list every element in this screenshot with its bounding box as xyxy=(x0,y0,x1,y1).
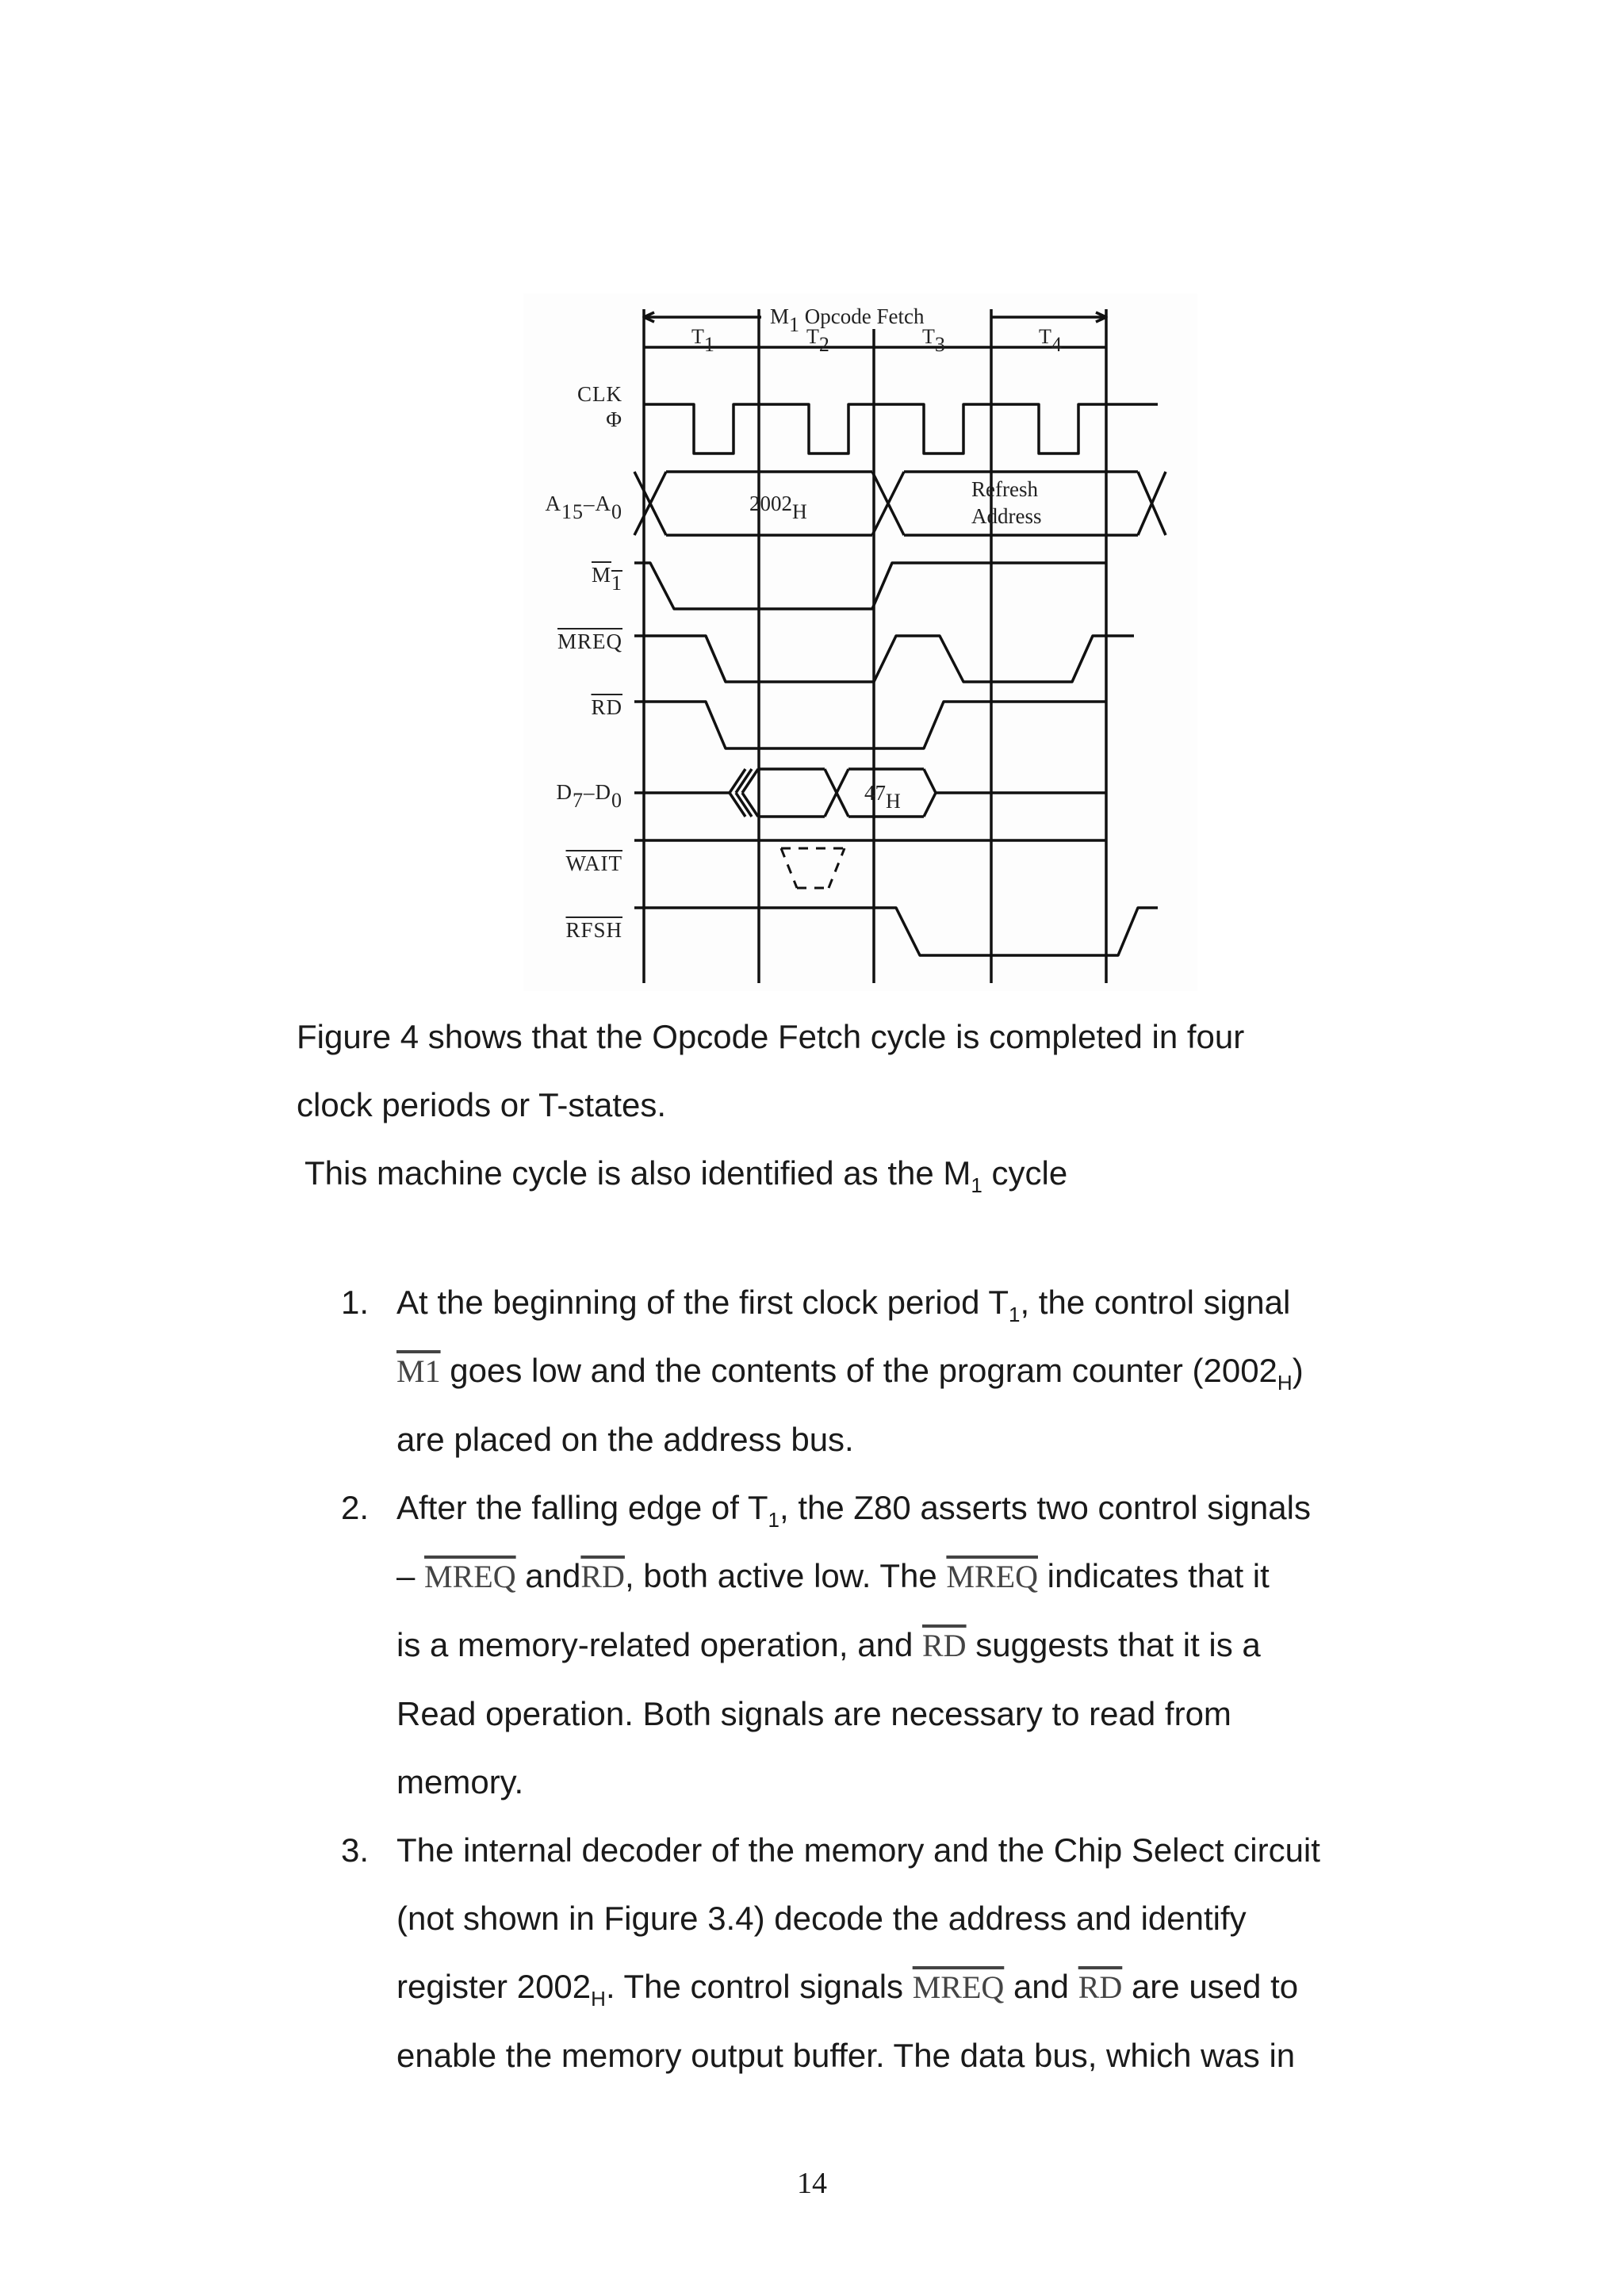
timing-diagram-lines xyxy=(523,293,1197,991)
intro-line-2: clock periods or T-states. xyxy=(297,1086,667,1123)
data-bus-label: $D_7-D_0$ xyxy=(556,780,622,812)
list-item: 3. The internal decoder of the memory and the Chip Select circuit (not shown in Figure 3.4) decode the address and identify register $2002_H$. The control signals MREQ and $\overline{RD}$ are used to enable the memory output buffer. The data bus, which was in xyxy=(341,1831,1320,2074)
machine-cycle-label: $M_1$ Opcode Fetch xyxy=(765,304,929,329)
m1-signal: M1 xyxy=(396,1353,441,1389)
mreq-signal: MREQ xyxy=(946,1559,1038,1594)
rd-signal: $\overline{RD}$ xyxy=(922,1628,967,1663)
rd-signal: $\overline{RD}$ xyxy=(1078,1969,1123,2005)
timing-diagram xyxy=(523,293,1197,991)
t-state-label: $T_3$ xyxy=(922,325,945,356)
rd-signal: $\overline{RD}$ xyxy=(580,1559,625,1594)
clk-label: CLK xyxy=(577,382,622,406)
mreq-waveform xyxy=(634,636,1134,682)
numbered-list xyxy=(341,1269,1451,2090)
t-state-label: $T_4$ xyxy=(1039,325,1062,356)
address-value: $2002_H$ xyxy=(749,492,807,523)
intro-line-3: This machine cycle is also identified as the $M_1$ cycle xyxy=(304,1154,1068,1197)
refresh-address-text: Refresh Address xyxy=(971,477,1042,528)
rfsh-waveform xyxy=(634,908,1158,955)
t-state-label: $T_2$ xyxy=(806,325,829,356)
data-value: $47_H$ xyxy=(864,781,901,813)
wait-label: WAIT xyxy=(565,851,622,875)
address-bus-label: $A_{15}-A_0$ xyxy=(545,492,622,523)
list-item: 2. After the falling edge of $T_1$, the Z80 asserts two control signals – MREQ $and\overline{RD}$, both active low. The MREQ indicates that it is a memory-related operation, and $\overline{RD}$ suggests that it is a Read operation. Both signals are necessary to read from memory. xyxy=(341,1489,1311,1800)
wait-dashed-state xyxy=(781,848,845,888)
clk-waveform xyxy=(644,404,1158,453)
mreq-label: MREQ xyxy=(557,629,622,653)
mreq-signal: MREQ xyxy=(424,1559,516,1594)
intro-line-1: Figure 4 shows that the Opcode Fetch cycle is completed in four xyxy=(297,1018,1245,1055)
rd-waveform xyxy=(634,702,1106,748)
m1-label: $M_1$ xyxy=(591,563,622,595)
address-bus-waveform xyxy=(634,472,1166,535)
m1-waveform xyxy=(634,563,1106,609)
clk-symbol: Φ xyxy=(606,408,622,431)
list-item: 1. At the beginning of the first clock period $T_1$, the control signal M1 goes low and the contents of the program counter $(2002_H)$ are placed on the address bus. xyxy=(341,1284,1304,1458)
rd-label: $\overline{RD}$ xyxy=(591,695,622,719)
t-state-label: $T_1$ xyxy=(691,325,714,356)
page-number: 14 xyxy=(797,2167,827,2200)
rfsh-label: RFSH xyxy=(565,918,622,942)
mreq-signal: MREQ xyxy=(912,1969,1005,2005)
